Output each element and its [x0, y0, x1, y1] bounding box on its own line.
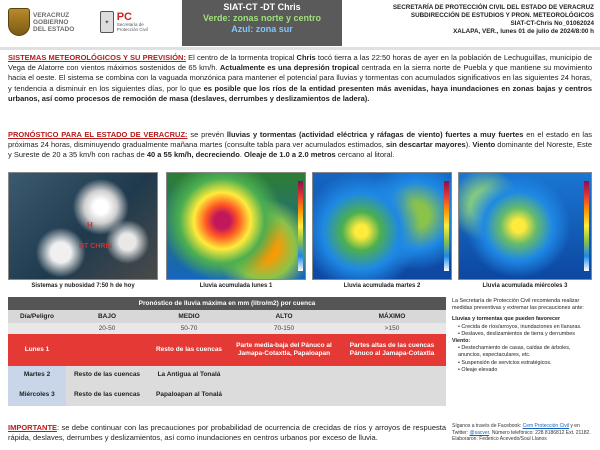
- forecast-heading: PRONÓSTICO PARA EL ESTADO DE VERACRUZ:: [8, 130, 188, 139]
- range-cell: 20-50: [66, 323, 148, 334]
- systems-paragraph: [8, 53, 592, 104]
- map-caption: Lluvia acumulada martes 2: [343, 283, 421, 289]
- table-row: [8, 384, 446, 406]
- list-item: • Deslaves, deslizamientos de tierra y derrumbes: [458, 331, 594, 338]
- text-bold: 40 a 55 km/h, decreciendo: [146, 150, 240, 160]
- table-row: [8, 366, 446, 384]
- banner-green-zone: Verde: zonas norte y centro: [202, 13, 322, 23]
- table-header-row: [8, 310, 446, 323]
- forecast-paragraph: [8, 130, 592, 161]
- pc-text: PC: [116, 11, 132, 23]
- header: [0, 0, 600, 47]
- table-cell: [66, 334, 148, 366]
- table-cell: Resto de las cuencas: [66, 384, 148, 406]
- banner-title: SIAT-CT -DT Chris: [223, 2, 301, 12]
- veracruz-shield-icon: [8, 8, 30, 36]
- text: y en Twitter:: [452, 423, 580, 436]
- rain-legend: [298, 181, 303, 271]
- pc-subtext: Secretaría de Protección Civil: [116, 22, 148, 32]
- text: cercano al litoral.: [335, 150, 395, 160]
- table-cell: [338, 384, 446, 406]
- inst-line: SECRETARÍA DE PROTECCIÓN CIVIL DEL ESTADO DE VERACRUZ: [392, 4, 594, 11]
- table-header: MÁXIMO: [338, 310, 446, 323]
- table-cell: La Antigua al Tonalá: [148, 366, 230, 384]
- wind-heading: Viento:: [452, 338, 471, 345]
- text: El centro de la tormenta tropical: [185, 53, 297, 62]
- day-cell: Martes 2: [8, 366, 66, 384]
- logo-line: VERACRUZ: [33, 11, 70, 19]
- rain-legend: [584, 181, 589, 271]
- storm-name: Chris: [296, 53, 316, 62]
- table-cell: Partes altas de las cuencas Pánuco al Jamapa-Cotaxtla: [338, 334, 446, 366]
- maps-strip: [8, 172, 592, 292]
- range-cell: >150: [338, 323, 446, 334]
- logo-line: GOBIERNO: [33, 18, 69, 26]
- table-title: Pronóstico de lluvia máxima en mm (litro/m2) por cuenca: [8, 297, 446, 310]
- list-item: • Oleaje elevado: [458, 367, 594, 374]
- table-header: BAJO: [66, 310, 148, 323]
- rain-map-wednesday: [458, 172, 592, 280]
- rain-forecast-table: [8, 297, 446, 406]
- text-bold: Actualmente es una depresión tropical: [219, 63, 360, 73]
- text: Síganos a través de Facebook:: [452, 423, 523, 429]
- table-cell: [230, 384, 338, 406]
- text: centrada en la sierra norte de Puebla y que mantiene su movimiento hacia el oeste. El sistema se combina con la vaguada monzónica para mantener el potencial para lluvias y tormentas con acumulados significativos en las siguientes 24 horas, y tendencia a disminuir en los siguientes días, por lo que: [8, 63, 592, 93]
- table-header: MEDIO: [148, 310, 230, 323]
- text-bold: es posible que los ríos de la entidad presenten más avenidas, haya inundaciones en zonas bajas y centros urbanos, así como procesos de remoción de masa (deslaves, derrumbes y deslizamientos de ladera).: [8, 83, 592, 103]
- text: . Número telefónico: 228 8186812 Ext. 21182. Elaboraron: Federico Acevedo/Soul Llanos: [452, 429, 591, 442]
- list-item: • Suspensión de servicios estratégicos.: [458, 360, 594, 367]
- table-cell: [338, 366, 446, 384]
- inst-line: XALAPA, VER., lunes 01 de julio de 2024/8:00 h: [453, 28, 594, 35]
- table-cell: Resto de las cuencas: [66, 366, 148, 384]
- table-range-row: [8, 323, 446, 334]
- day-cell: Lunes 1: [8, 334, 66, 366]
- logo-line: DEL ESTADO: [33, 25, 75, 33]
- pc-logo: [100, 8, 160, 36]
- coat-of-arms-icon: ✦: [100, 11, 114, 33]
- map-caption: Lluvia acumulada lunes 1: [199, 283, 273, 289]
- satellite-image: [8, 172, 158, 280]
- list-item: • Destechamiento de casas, caídas de árboles, anuncios, espectaculares, etc.: [458, 345, 594, 359]
- table-cell: Resto de las cuencas: [148, 334, 230, 366]
- text: .: [239, 150, 244, 160]
- text: ).: [465, 140, 473, 150]
- rain-map-tuesday: [312, 172, 452, 280]
- facebook-link[interactable]: Cem Protección Civil: [522, 423, 570, 429]
- important-text: : se debe continuar con las precauciones por probabilidad de ocurrencia de crecidas de ríos y arroyos de respuesta rápida, deslaves, derrumbes y deslizamientos, así como inundaciones en centros urbanos por exceso de lluvia.: [8, 423, 446, 442]
- important-label: IMPORTANTE: [8, 423, 58, 432]
- day-cell: Miércoles 3: [8, 384, 66, 406]
- alert-banner: [182, 0, 342, 46]
- storm-label: DT CHRIS: [79, 243, 113, 250]
- high-pressure-marker: H: [87, 221, 93, 230]
- text: dominante del Noreste, Este y Sureste de 20 a 35 km/h con rachas de: [8, 140, 592, 160]
- recommendations-panel: [452, 298, 594, 374]
- divider: [0, 47, 600, 50]
- rain-heading: Lluvias y tormentas que pueden favorecer: [452, 316, 561, 323]
- map-caption: Sistemas y nubosidad 7:50 h de hoy: [31, 283, 135, 289]
- table-cell: [230, 366, 338, 384]
- range-cell: [8, 323, 66, 334]
- text: en el estado en las próximas 24 horas, disminuyendo gradualmente mañana martes (consulte tabla para ver acumulados estimados,: [8, 130, 593, 150]
- text: se prevén: [187, 130, 227, 139]
- text-bold: Oleaje de 1.0 a 2.0 metros: [243, 150, 336, 160]
- table-cell: Parte media-baja del Pánuco al Jamapa-Cotaxtla, Papaloapan: [230, 334, 338, 366]
- inst-line: SUBDIRECCIÓN DE ESTUDIOS Y PRON. METEOROLÓGICOS: [410, 12, 594, 19]
- range-cell: 50-70: [148, 323, 230, 334]
- range-cell: 70-150: [230, 323, 338, 334]
- institution-block: [344, 4, 594, 36]
- inst-line: SIAT-CT-Chris No_01062024: [510, 20, 594, 27]
- map-caption: Lluvia acumulada miércoles 3: [482, 283, 568, 289]
- list-item: • Crecida de ríos/arroyos, inundaciones en llanuras.: [458, 324, 594, 331]
- credits: [452, 423, 594, 443]
- banner-blue-zone: Azul: zona sur: [231, 24, 293, 34]
- rain-legend: [444, 181, 449, 271]
- text-bold: Viento: [472, 140, 496, 150]
- systems-heading: SISTEMAS METEOROLÓGICOS Y SU PREVISIÓN:: [8, 53, 186, 62]
- table-row: [8, 334, 446, 366]
- veracruz-logo: [8, 5, 93, 39]
- recommendations-intro: La Secretaría de Protección Civil recomienda realizar medidas preventivas y extremar las precauciones ante:: [452, 298, 584, 312]
- text-bold: sin descartar mayores: [386, 140, 466, 150]
- table-header: Día/Peligro: [8, 310, 66, 323]
- text-bold: lluvias y tormentas (actividad eléctrica y ráfagas de viento) fuertes a muy fuertes: [226, 130, 524, 139]
- table-cell: Papaloapan al Tonalá: [148, 384, 230, 406]
- twitter-link[interactable]: @sacver: [469, 429, 490, 436]
- important-note: [8, 423, 446, 442]
- text: tocó tierra a las 22:50 horas de ayer en la población de Lechuguillas, municipio de Vega de Alatorre con vientos máximos sostenidos de 65 km/h.: [8, 53, 592, 73]
- table-header: ALTO: [230, 310, 338, 323]
- rain-map-monday: [166, 172, 306, 280]
